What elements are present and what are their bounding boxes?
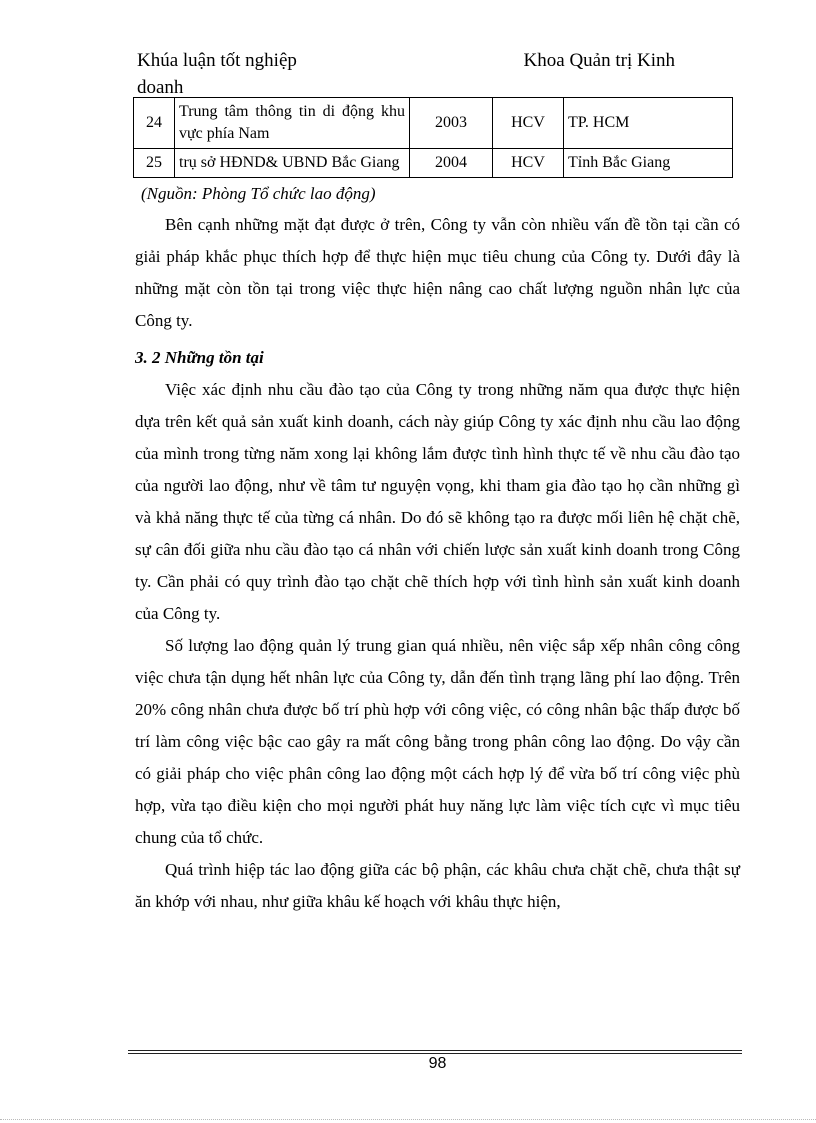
cell-award: HCV [493, 98, 564, 149]
header-line-1 [137, 47, 740, 74]
cell-location: TP. HCM [564, 98, 733, 149]
table-row [134, 98, 733, 149]
cell-year: 2003 [410, 98, 493, 149]
paragraph: Bên cạnh những mặt đạt được ở trên, Công ty vẫn còn nhiều vấn đề tồn tại cần có giải pháp khắc phục thích hợp để thực hiện mục tiêu chung của Công ty. Dưới đây là những mặt còn tồn tại trong việc thực hiện nâng cao chất lượng nguồn nhân lực của Công ty. [135, 215, 740, 330]
header-second-line: doanh [137, 77, 184, 98]
header-right-title: Khoa Quản trị Kinh [523, 50, 675, 71]
footer-divider [128, 1050, 742, 1054]
cell-award: HCV [493, 149, 564, 178]
page-number: 98 [428, 1055, 447, 1072]
cell-row-number: 25 [134, 149, 175, 178]
awards-table [133, 97, 733, 178]
page-boundary-dotted-line [0, 1119, 816, 1120]
section-heading: 3. 2 Những tồn tại [135, 348, 264, 367]
paragraph: Quá trình hiệp tác lao động giữa các bộ phận, các khâu chưa chặt chẽ, chưa thật sự ăn khớp với nhau, như giữa khâu kế hoạch với khâu thực hiện, [135, 860, 740, 911]
table-row [134, 149, 733, 178]
document-body [135, 179, 740, 918]
header-left-title: Khúa luận tốt nghiệp [137, 50, 297, 71]
paragraph: Việc xác định nhu cầu đào tạo của Công ty trong những năm qua được thực hiện dựa trên kết quả sản xuất kinh doanh, cách này giúp Công ty xác định nhu cầu lao động của mình trong từng năm xong lại không lắm được tình hình thực tế về nhu cầu đào tạo của người lao động, như về tâm tư nguyện vọng, khi tham gia đào tạo họ cần những gì và khả năng thực tế của từng cá nhân. Do đó sẽ không tạo ra được mối liên hệ chặt chẽ, sự cân đối giữa nhu cầu đào tạo cá nhân với chiến lược sản xuất kinh doanh trong Công ty. Cần phải có quy trình đào tạo chặt chẽ thích hợp với tình hình sản xuất kinh doanh của Công ty. [135, 380, 740, 623]
cell-location: Tỉnh Bắc Giang [564, 149, 733, 178]
paragraph: Số lượng lao động quản lý trung gian quá nhiều, nên việc sắp xếp nhân công công việc chưa tận dụng hết nhân lực của Công ty, dẫn đến tình trạng lãng phí lao động. Trên 20% công nhân chưa được bố trí phù hợp với công việc, có công nhân bậc thấp được bố trí làm công việc bậc cao gây ra mất công bằng trong phân công lao động. Do vậy cần có giải pháp cho việc phân công lao động một cách hợp lý để vừa bố trí công việc phù hợp, vừa tạo điều kiện cho mọi người phát huy năng lực làm việc tích cực vì mục tiêu chung của tổ chức. [135, 636, 740, 847]
source-note: (Nguồn: Phòng Tổ chức lao động) [141, 184, 376, 203]
cell-project-name: trụ sở HĐND& UBND Bắc Giang [175, 149, 410, 178]
page-header [137, 47, 740, 101]
cell-row-number: 24 [134, 98, 175, 149]
cell-year: 2004 [410, 149, 493, 178]
cell-project-name: Trung tâm thông tin di động khu vực phía Nam [175, 98, 410, 149]
